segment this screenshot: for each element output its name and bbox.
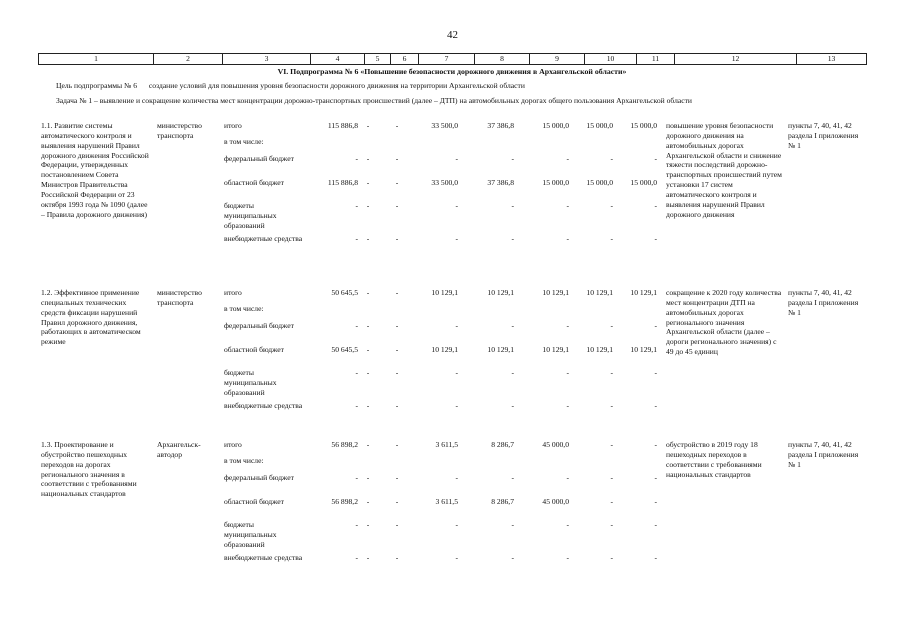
funding-value: 33 500,0	[431, 178, 458, 187]
funding-source: бюджеты муниципальных образований	[224, 201, 277, 230]
funding-value: -	[455, 520, 458, 529]
funding-value: -	[511, 520, 514, 529]
funding-value: -	[366, 178, 370, 187]
funding-value: -	[366, 473, 370, 482]
column-number-header	[38, 53, 867, 65]
funding-value: -	[395, 154, 399, 163]
column-number-12: 12	[675, 54, 797, 65]
funding-value: -	[355, 401, 358, 410]
funding-value: 3 611,5	[435, 440, 458, 449]
measure-name: 1.1. Развитие системы автоматического контроля и выявления нарушений Правил дорожного движения Российской Федерации, утвержденных постановлением Совета Министров Правительства Российской Федерации от 23 октября 1993 года № 1090 (далее – Правила дорожного движения)	[41, 121, 149, 219]
funding-source: областной бюджет	[224, 497, 284, 506]
funding-source: федеральный бюджет	[224, 154, 294, 163]
funding-value: -	[395, 321, 399, 330]
funding-source: внебюджетные средства	[224, 401, 303, 410]
funding-value: 45 000,0	[542, 497, 569, 506]
funding-value: -	[566, 553, 569, 562]
funding-value: -	[366, 553, 370, 562]
funding-value: -	[395, 234, 399, 243]
funding-value: -	[366, 154, 370, 163]
funding-value: -	[610, 553, 613, 562]
column-number-2: 2	[154, 54, 223, 65]
funding-value: -	[610, 234, 613, 243]
expected-result: обустройство в 2019 году 18 пешеходных переходов в соответствии с требованиями национальных стандартов	[666, 440, 762, 479]
funding-value: -	[366, 497, 370, 506]
funding-value: -	[355, 473, 358, 482]
funding-value: -	[455, 401, 458, 410]
indicator-reference: пункты 7, 40, 41, 42 раздела I приложения № 1	[788, 121, 859, 150]
funding-value: -	[395, 553, 399, 562]
column-number-7: 7	[419, 54, 475, 65]
goal-text: создание условий для повышения уровня безопасности дорожного движения на территории Архангельской области	[148, 81, 525, 90]
funding-value: 3 611,5	[435, 497, 458, 506]
funding-value: 50 645,5	[331, 288, 358, 297]
column-number-5: 5	[365, 54, 391, 65]
funding-value: -	[395, 401, 399, 410]
funding-value: 15 000,0	[542, 178, 569, 187]
funding-value: -	[366, 520, 370, 529]
funding-value: -	[395, 178, 399, 187]
funding-source: федеральный бюджет	[224, 473, 294, 482]
funding-source: итого	[224, 121, 242, 130]
funding-value: -	[355, 154, 358, 163]
funding-value: -	[654, 201, 657, 210]
funding-source: итого	[224, 440, 242, 449]
measure-executor: министерство транспорта	[157, 288, 202, 307]
funding-value: -	[566, 234, 569, 243]
funding-value: -	[610, 497, 613, 506]
funding-value: -	[654, 321, 657, 330]
funding-value: -	[511, 154, 514, 163]
funding-value: -	[654, 520, 657, 529]
funding-value: -	[455, 201, 458, 210]
funding-value: -	[654, 473, 657, 482]
funding-value: -	[511, 201, 514, 210]
funding-value: -	[511, 234, 514, 243]
funding-source: в том числе:	[224, 456, 264, 465]
funding-value: -	[366, 121, 370, 130]
funding-value: -	[654, 401, 657, 410]
funding-source: итого	[224, 288, 242, 297]
funding-value: -	[610, 368, 613, 377]
expected-result: повышение уровня безопасности дорожного движения на автомобильных дорогах Архангельской области и снижение тяжести последствий дорожно-транспортных происшествий путем установки 17 систем автоматического контроля и выявления нарушений Правил дорожного движения	[666, 121, 782, 219]
funding-value: -	[654, 553, 657, 562]
funding-value: -	[455, 234, 458, 243]
funding-source: областной бюджет	[224, 345, 284, 354]
funding-value: 8 286,7	[491, 497, 514, 506]
funding-value: -	[366, 201, 370, 210]
funding-value: 56 898,2	[331, 440, 358, 449]
funding-source: в том числе:	[224, 304, 264, 313]
funding-value: -	[366, 234, 370, 243]
funding-value: -	[455, 473, 458, 482]
column-number-11: 11	[637, 54, 675, 65]
funding-value: -	[654, 440, 657, 449]
funding-value: -	[455, 553, 458, 562]
funding-value: -	[455, 368, 458, 377]
funding-value: -	[366, 401, 370, 410]
funding-value: -	[610, 440, 613, 449]
funding-value: -	[654, 368, 657, 377]
funding-value: -	[566, 473, 569, 482]
funding-value: -	[610, 154, 613, 163]
funding-value: 45 000,0	[542, 440, 569, 449]
funding-value: -	[566, 201, 569, 210]
funding-value: -	[566, 368, 569, 377]
funding-value: 10 129,1	[630, 288, 657, 297]
column-number-4: 4	[311, 54, 365, 65]
funding-value: 50 645,5	[331, 345, 358, 354]
measure-executor: министерство транспорта	[157, 121, 202, 140]
funding-value: 10 129,1	[586, 345, 613, 354]
funding-value: -	[366, 288, 370, 297]
column-number-8: 8	[475, 54, 530, 65]
funding-value: -	[395, 440, 399, 449]
funding-value: -	[395, 473, 399, 482]
funding-value: 10 129,1	[487, 288, 514, 297]
funding-value: 115 886,8	[327, 178, 358, 187]
funding-source: бюджеты муниципальных образований	[224, 368, 277, 397]
funding-value: 33 500,0	[431, 121, 458, 130]
funding-value: -	[366, 440, 370, 449]
column-number-3: 3	[223, 54, 311, 65]
funding-value: -	[566, 401, 569, 410]
funding-value: -	[355, 201, 358, 210]
funding-value: -	[395, 201, 399, 210]
funding-value: -	[654, 154, 657, 163]
funding-value: 10 129,1	[431, 288, 458, 297]
funding-value: -	[511, 321, 514, 330]
funding-value: 10 129,1	[487, 345, 514, 354]
funding-value: -	[395, 368, 399, 377]
funding-value: 8 286,7	[491, 440, 514, 449]
funding-value: -	[566, 520, 569, 529]
measure-name: 1.3. Проектирование и обустройство пешеходных переходов на дорогах регионального значения в соответствии с требованиями национальных стандартов	[41, 440, 137, 499]
funding-value: 10 129,1	[630, 345, 657, 354]
funding-value: -	[511, 553, 514, 562]
funding-value: 10 129,1	[542, 288, 569, 297]
indicator-reference: пункты 7, 40, 41, 42 раздела I приложения № 1	[788, 440, 859, 469]
funding-source: внебюджетные средства	[224, 234, 303, 243]
goal-label: Цель подпрограммы № 6	[56, 81, 138, 90]
funding-value: -	[366, 321, 370, 330]
funding-value: -	[610, 201, 613, 210]
column-number-6: 6	[391, 54, 419, 65]
funding-value: -	[455, 321, 458, 330]
funding-value: -	[610, 321, 613, 330]
funding-value: 15 000,0	[630, 121, 657, 130]
funding-source: областной бюджет	[224, 178, 284, 187]
funding-source: федеральный бюджет	[224, 321, 294, 330]
measure-name: 1.2. Эффективное применение специальных технических средств фиксации нарушений Правил дорожного движения, работающих в автоматическом режиме	[41, 288, 141, 347]
funding-value: -	[395, 288, 399, 297]
funding-value: 15 000,0	[630, 178, 657, 187]
measure-executor: Архангельск-автодор	[157, 440, 201, 459]
funding-value: -	[355, 368, 358, 377]
section-title: VI. Подпрограмма № 6 «Повышение безопасности дорожного движения в Архангельской области»	[277, 67, 627, 76]
funding-value: -	[511, 401, 514, 410]
funding-value: 56 898,2	[331, 497, 358, 506]
column-number-9: 9	[530, 54, 585, 65]
funding-value: -	[355, 234, 358, 243]
funding-value: -	[395, 345, 399, 354]
funding-value: -	[395, 497, 399, 506]
funding-value: -	[511, 368, 514, 377]
funding-source: бюджеты муниципальных образований	[224, 520, 277, 549]
funding-value: 37 386,8	[487, 121, 514, 130]
funding-source: внебюджетные средства	[224, 553, 303, 562]
funding-value: -	[654, 234, 657, 243]
funding-value: 15 000,0	[586, 178, 613, 187]
funding-value: 15 000,0	[542, 121, 569, 130]
funding-value: 10 129,1	[586, 288, 613, 297]
funding-value: -	[610, 520, 613, 529]
funding-source: в том числе:	[224, 137, 264, 146]
funding-value: -	[355, 520, 358, 529]
task-statement: Задача № 1 – выявление и сокращение количества мест концентрации дорожно-транспортных происшествий (далее – ДТП) на автомобильных дорогах общего пользования Архангельской области	[56, 96, 692, 105]
funding-value: 37 386,8	[487, 178, 514, 187]
funding-value: 10 129,1	[431, 345, 458, 354]
column-number-13: 13	[797, 54, 867, 65]
funding-value: -	[654, 497, 657, 506]
funding-value: -	[366, 345, 370, 354]
funding-value: -	[455, 154, 458, 163]
funding-value: -	[566, 154, 569, 163]
funding-value: -	[566, 321, 569, 330]
funding-value: 115 886,8	[327, 121, 358, 130]
expected-result: сокращение к 2020 году количества мест концентрации ДТП на автомобильных дорогах регионального значения Архангельской области (далее – дороги регионального значения) с 49 до 45 единиц	[666, 288, 782, 357]
funding-value: -	[355, 321, 358, 330]
funding-value: -	[395, 121, 399, 130]
indicator-reference: пункты 7, 40, 41, 42 раздела I приложения № 1	[788, 288, 859, 317]
funding-value: -	[511, 473, 514, 482]
funding-value: -	[366, 368, 370, 377]
funding-value: -	[610, 473, 613, 482]
page-number: 42	[447, 29, 458, 41]
column-number-1: 1	[39, 54, 154, 65]
funding-value: 10 129,1	[542, 345, 569, 354]
funding-value: -	[610, 401, 613, 410]
funding-value: -	[355, 553, 358, 562]
column-number-10: 10	[585, 54, 637, 65]
funding-value: 15 000,0	[586, 121, 613, 130]
subprogram-goal	[56, 81, 525, 91]
funding-value: -	[395, 520, 399, 529]
